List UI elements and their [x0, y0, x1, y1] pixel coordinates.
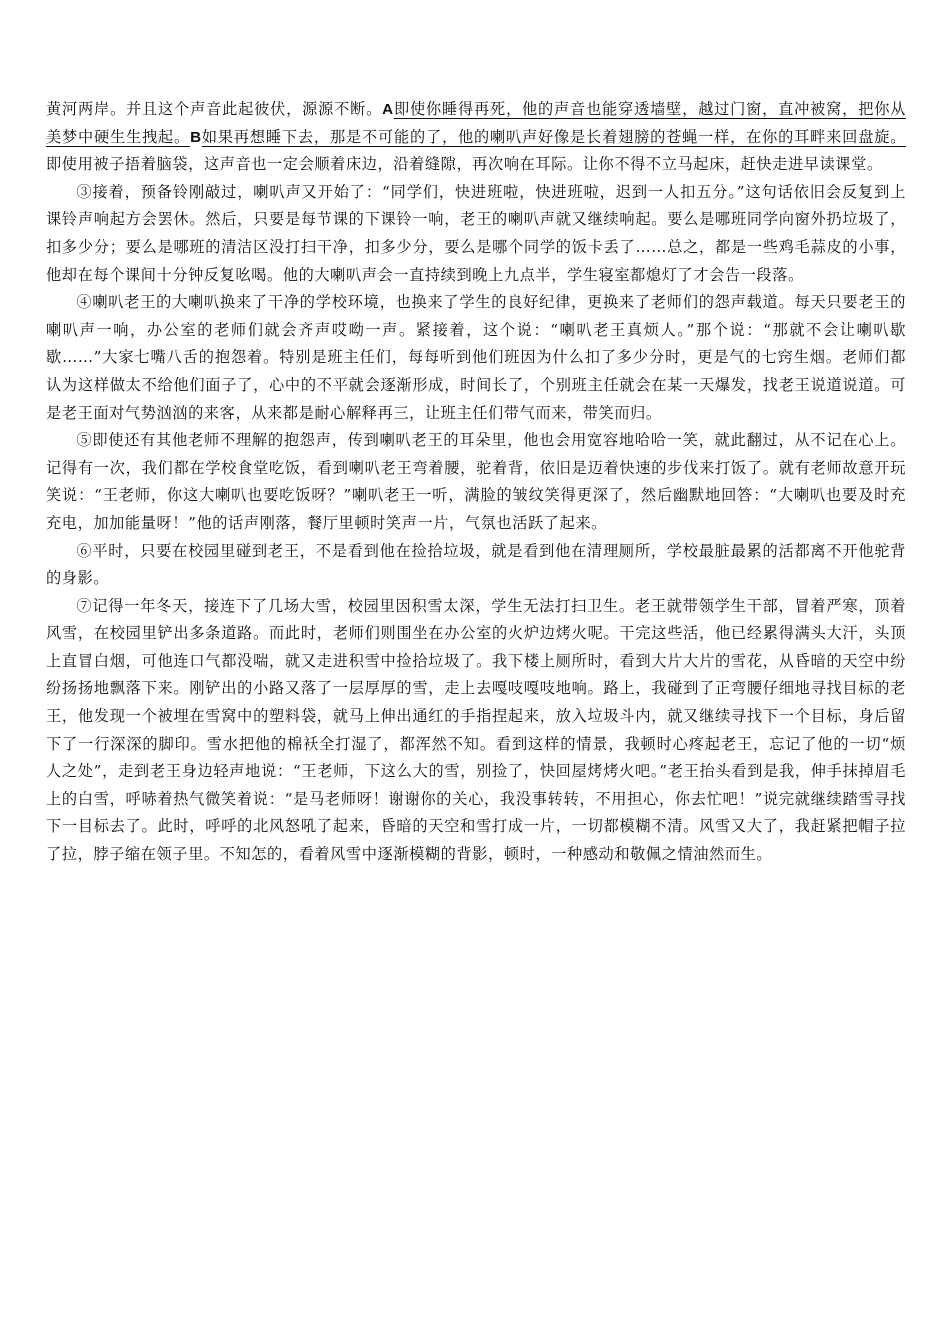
paragraph-5: ⑤即使还有其他老师不理解的抱怨声，传到喇叭老王的耳朵里，他也会用宽容地哈哈一笑，就此翻过，从不记在心上。记得有一次，我们都在学校食堂吃饭，看到喇叭老王弯着腰，驼着背，依旧是迈着快速的步伐来打饭了。就有老师故意开玩笑说：“王老师，你这大喇叭也要吃饭呀？”喇叭老王一听，满脸的皱纹笑得更深了，然后幽默地回答：“大喇叭也要及时充充电，加加能量呀！”他的话声刚落，餐厅里顿时笑声一片，气氛也活跃了起来。 [46, 431, 906, 532]
marker-a: A [382, 101, 394, 118]
paragraph-2-continued [46, 96, 906, 179]
paragraph-7: ⑦记得一年冬天，接连下了几场大雪，校园里因积雪太深，学生无法打扫卫生。老王就带领学生干部，冒着严寒，顶着风雪，在校园里铲出多条道路。而此时，老师们则围坐在办公室的火炉边烤火呢。干完这些活，他已经累得满头大汗，头顶上直冒白烟，可他连口气都没喘，就又走进积雪中捡拾垃圾了。我下楼上厕所时，看到大片大片的雪花，从昏暗的天空中纷纷扬扬地飘落下来。刚铲出的小路又落了一层厚厚的雪，走上去嘎吱嘎吱地响。路上，我碰到了正弯腰仔细地寻找目标的老王，他发现一个被埋在雪窝中的塑料袋，就马上伸出通红的手指捏起来，放入垃圾斗内，就又继续寻找下一个目标，身后留下了一行深深的脚印。雪水把他的棉袄全打湿了，都浑然不知。看到这样的情景，我顿时心疼起老王，忘记了他的一切“烦人之处”，走到老王身边轻声地说：“王老师，下这么大的雪，别捡了，快回屋烤烤火吧。”老王抬头看到是我，伸手抹掉眉毛上的白雪，呼哧着热气微笑着说：“是马老师呀！谢谢你的关心，我没事转转，不用担心，你去忙吧！”说完就继续踏雪寻找下一目标去了。此时，呼呼的北风怒吼了起来，昏暗的天空和雪打成一片，一切都模糊不清。风雪又大了，我赶紧把帽子拉了拉，脖子缩在领子里。不知怎的，看着风雪中逐渐模糊的背影，顿时，一种感动和敬佩之情油然而生。 [46, 596, 906, 864]
underlined-sentence-a: 即使你睡得再死，他的声音也能穿透墙壁，越过门窗，直冲被窝，把你从美梦中硬生生拽起。 [46, 100, 906, 146]
article-body [46, 96, 906, 869]
underlined-sentence-b: 如果再想睡下去，那是不可能的了，他的喇叭声好像是长着翅膀的苍蝇一样，在你的耳畔来回盘旋。 [201, 127, 906, 146]
paragraph-3: ③接着，预备铃刚敲过，喇叭声又开始了：“同学们，快进班啦，快进班啦，迟到一人扣五分。”这句话依旧会反复到上课铃声响起方会罢休。然后，只要是每节课的下课铃一响，老王的喇叭声就又继续响起。要么是哪班同学向窗外扔垃圾了，扣多少分；要么是哪班的清洁区没打扫干净，扣多少分，要么是哪个同学的饭卡丢了……总之，都是一些鸡毛蒜皮的小事，他却在每个课间十分钟反复吆喝。他的大喇叭声会一直持续到晚上九点半，学生寝室都熄灯了才会告一段落。 [46, 182, 906, 284]
p1-post: 即使用被子捂着脑袋，这声音也一定会顺着床边，沿着缝隙，再次响在耳际。让你不得不立马起床，赶快走进早读课堂。 [46, 155, 883, 174]
p1-pre: 黄河两岸。并且这个声音此起彼伏，源源不断。 [46, 100, 383, 118]
paragraph-6: ⑥平时，只要在校园里碰到老王，不是看到他在捡拾垃圾，就是看到他在清理厕所，学校最脏最累的活都离不开他驼背的身影。 [46, 541, 906, 588]
paragraph-4: ④喇叭老王的大喇叭换来了干净的学校环境，也换来了学生的良好纪律，更换来了老师们的怨声载道。每天只要老王的喇叭声一响，办公室的老师们就会齐声哎呦一声。紧接着，这个说：“喇叭老王真烦人。”那个说：“那就不会让喇叭歇歇……”大家七嘴八舌的抱怨着。特别是班主任们，每每听到他们班因为什么扣了多少分时，更是气的七窍生烟。老师们都认为这样做太不给他们面子了，心中的不平就会逐渐形成，时间长了，个别班主任就会在某一天爆发，找老王说道说道。可是老王面对气势汹汹的来客，从来都是耐心解释再三，让班主任们带气而来，带笑而归。 [46, 293, 906, 422]
marker-b: B [190, 128, 202, 146]
